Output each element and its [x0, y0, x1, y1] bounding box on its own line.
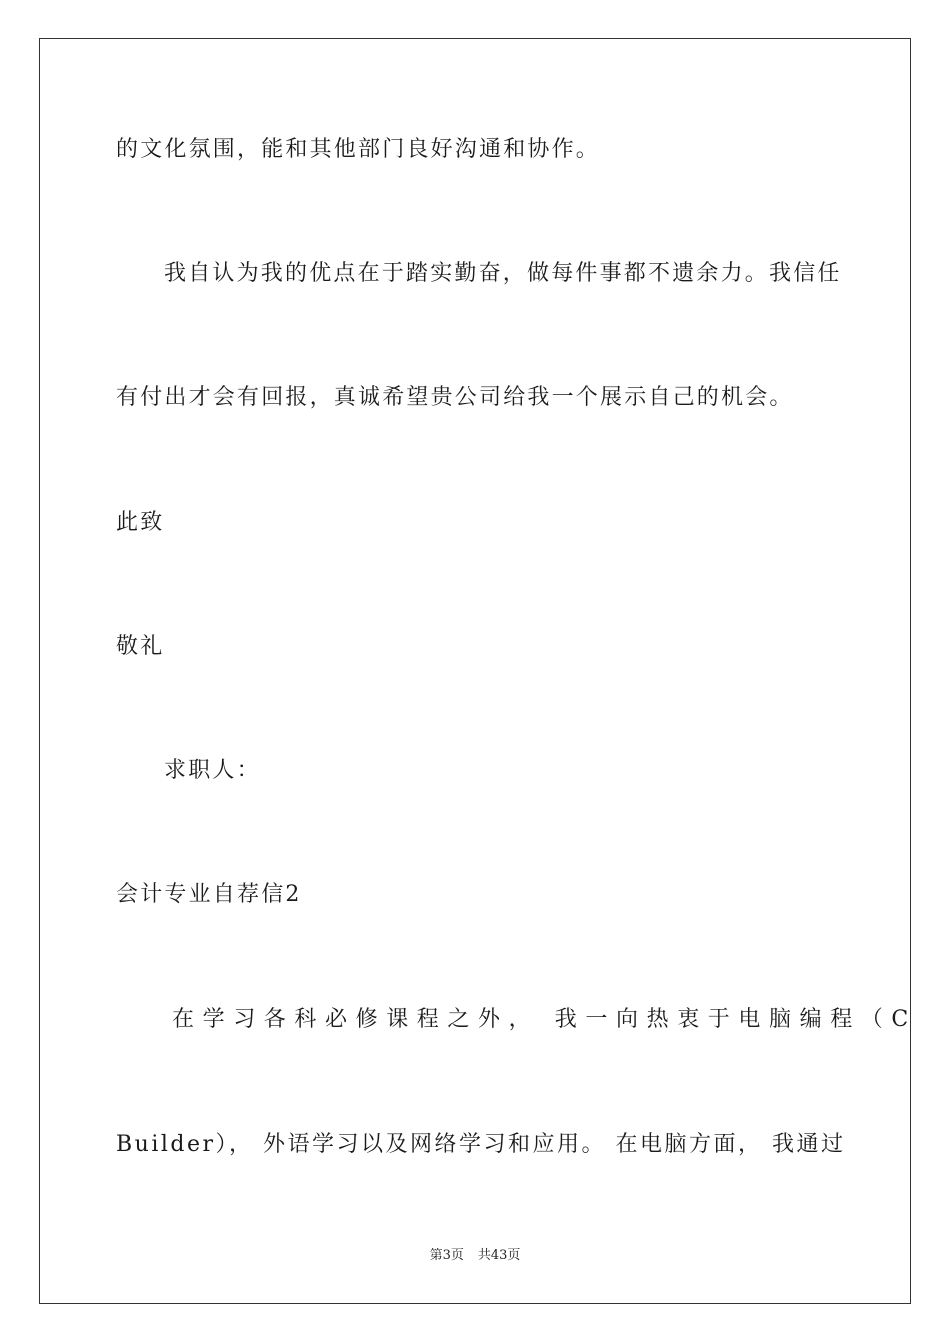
page-total: 共43页 — [477, 1248, 521, 1263]
body-line-4: 在学习各科必修课程之外， 我一向热衷于电脑编程（C — [172, 1007, 917, 1032]
closing-regards: 敬礼 — [116, 634, 165, 659]
body-line-3: 有付出才会有回报，真诚希望贵公司给我一个展示自己的机会。 — [116, 385, 794, 410]
body-line-5: Builder）， 外语学习以及网络学习和应用。 在电脑方面， 我通过 — [116, 1132, 846, 1157]
body-line-2: 我自认为我的优点在于踏实勤奋，做每件事都不遗余力。我信任 — [164, 261, 842, 286]
section-title: 会计专业自荐信2 — [116, 882, 302, 907]
page-border — [39, 38, 917, 1304]
body-line-1: 的文化氛围，能和其他部门良好沟通和协作。 — [116, 137, 601, 162]
closing-salutation: 此致 — [116, 510, 165, 535]
signature-label: 求职人： — [164, 758, 261, 783]
page-footer — [0, 1247, 950, 1265]
page-number: 第3页 — [429, 1248, 464, 1263]
